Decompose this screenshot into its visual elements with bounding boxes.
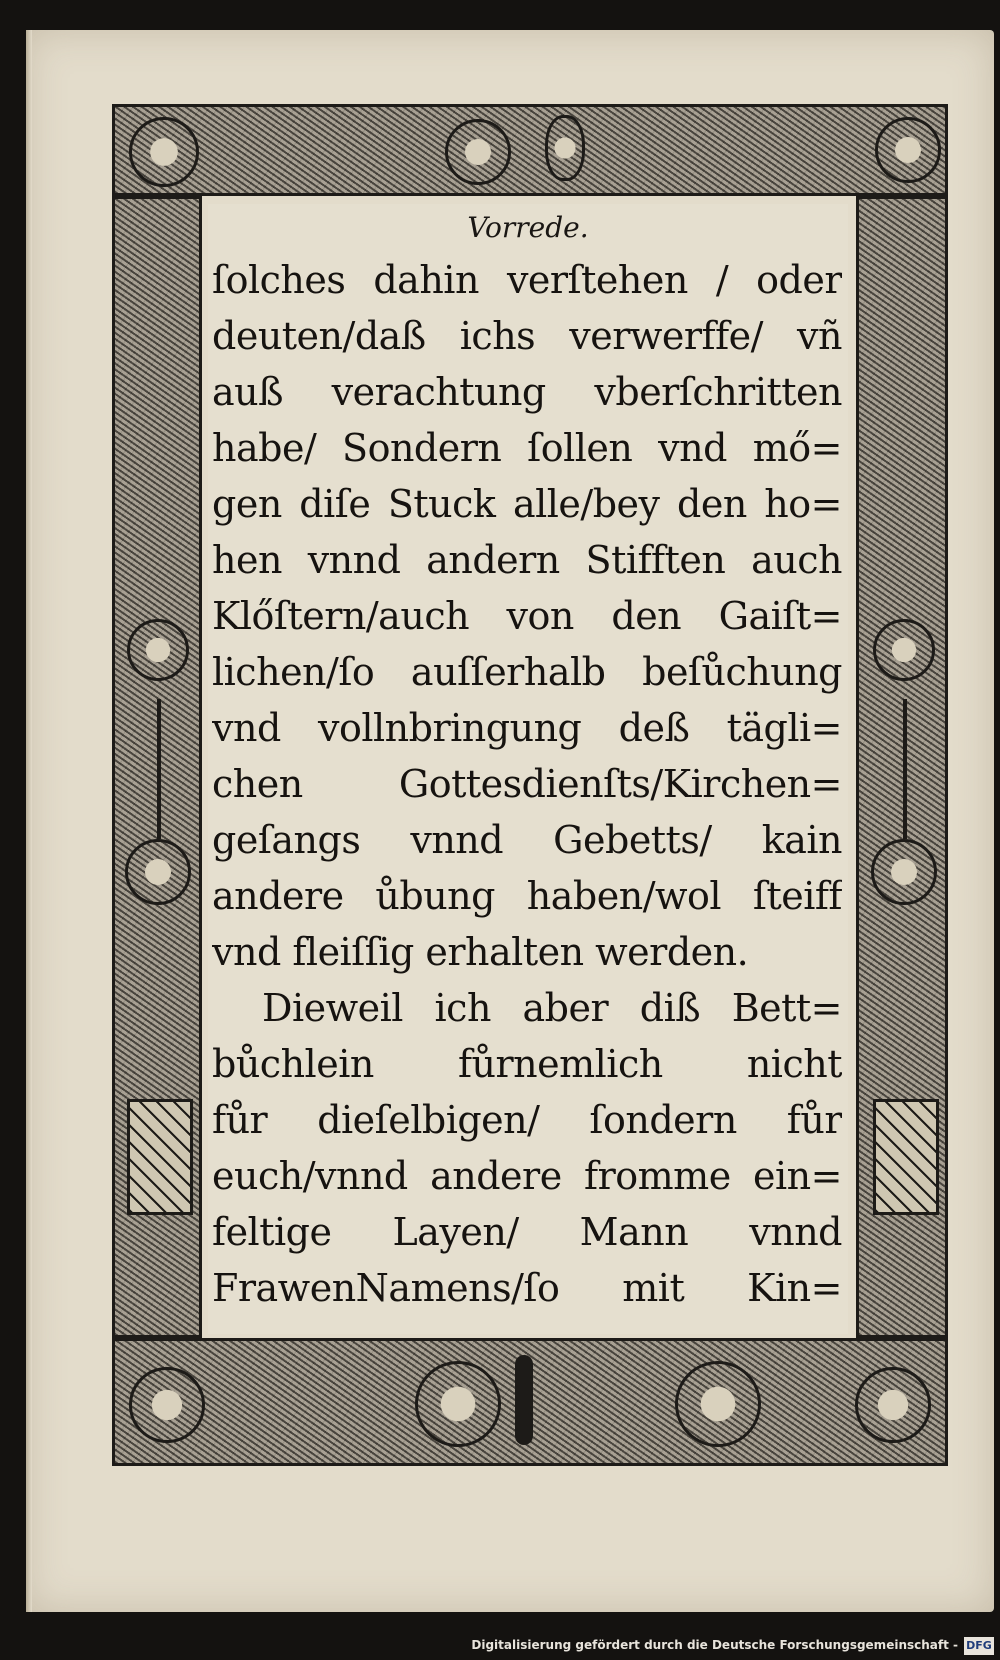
text-line: Dieweil ich aber diß Bett= <box>262 986 842 1030</box>
text-line: Klőſtern/auch von den Gaiſt= <box>212 594 842 638</box>
page-edge <box>26 30 32 1612</box>
text-line: habe/ Sondern ſollen vnd mő= <box>212 426 842 470</box>
scroll-ornament <box>873 619 935 681</box>
border-line <box>157 699 161 839</box>
text-line: vnd fleiſſig erhalten werden. <box>212 930 749 974</box>
woodcut-border-bottom <box>112 1338 948 1466</box>
dfg-logo: DFG <box>964 1637 994 1655</box>
scroll-ornament <box>125 839 191 905</box>
border-line <box>903 699 907 839</box>
digitization-credit: Digitalisierung gefördert durch die Deutsche Forschungsgemeinschaft - <box>471 1638 958 1652</box>
text-line: vnd vollnbringung deß tägli= <box>212 706 842 750</box>
text-line: geſangs vnnd Gebetts/ kain <box>212 818 842 862</box>
text-line: lichen/ſo auſſerhalb beſůchung <box>212 650 842 694</box>
text-line: hen vnnd andern Stifften auch <box>212 538 842 582</box>
vase-ornament <box>127 1099 193 1215</box>
text-line: ſolches dahin verſtehen / oder <box>212 258 842 302</box>
scroll-ornament <box>129 117 199 187</box>
text-line: FrawenNamens/ſo mit Kin= <box>212 1266 842 1310</box>
vase-stem <box>515 1355 533 1445</box>
scroll-ornament <box>415 1361 501 1447</box>
woodcut-border-right <box>856 196 948 1338</box>
text-line: deuten/daß ichs verwerffe/ vñ <box>212 314 842 358</box>
vase-ornament <box>873 1099 939 1215</box>
text-line: bůchlein fůrnemlich nicht <box>212 1042 842 1086</box>
text-line: auß verachtung vberſchritten <box>212 370 842 414</box>
running-head: Vorrede. <box>467 211 589 244</box>
scroll-ornament <box>445 119 511 185</box>
text-line: feltige Layen/ Mann vnnd <box>212 1210 842 1254</box>
scroll-ornament <box>855 1367 931 1443</box>
text-line: gen diſe Stuck alle/bey den ho= <box>212 482 842 526</box>
woodcut-border-left <box>112 196 202 1338</box>
scroll-ornament <box>129 1367 205 1443</box>
text-line: euch/vnnd andere fromme ein= <box>212 1154 842 1198</box>
text-line: chen Gottesdienſts/Kirchen= <box>212 762 842 806</box>
scroll-ornament <box>875 117 941 183</box>
scroll-ornament <box>675 1361 761 1447</box>
woodcut-border-top <box>112 104 948 196</box>
scroll-ornament <box>871 839 937 905</box>
text-line: andere ůbung haben/wol ſteiff <box>212 874 842 918</box>
scroll-ornament <box>545 115 585 181</box>
text-line: fůr dieſelbigen/ ſondern fůr <box>212 1098 842 1142</box>
scroll-ornament <box>127 619 189 681</box>
